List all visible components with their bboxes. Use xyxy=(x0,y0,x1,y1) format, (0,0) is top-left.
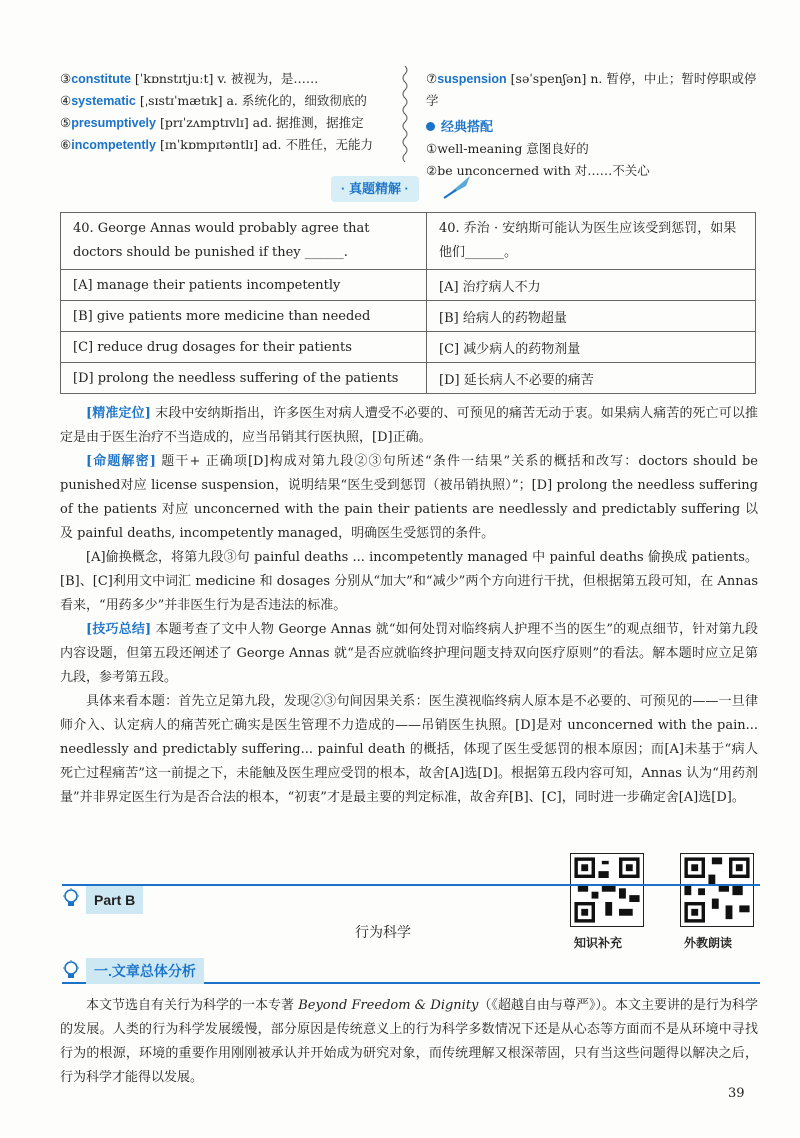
vocab-list-left xyxy=(60,68,396,156)
option-en: [C] reduce drug dosages for their patients xyxy=(61,332,427,363)
part-b-label: Part B xyxy=(86,886,143,914)
page-number: 39 xyxy=(728,1086,745,1101)
lightbulb-icon xyxy=(62,960,80,982)
analysis-paragraph: [A]偷换概念，将第九段③句 painful deaths ... incompetently managed 中 painful deaths 偷换成 patients。[B]、[C]利用文中词汇 medicine 和 dosages 分别从“加大”和“减少”两个方向进行干扰，但根据第五段可知，在 Annas 看来，“用药多少”并非医生行为是否违法的标准。 xyxy=(60,550,758,613)
option-zh: [A] 治疗病人不力 xyxy=(427,270,756,301)
section-one-label: 一.文章总体分析 xyxy=(86,958,204,984)
option-zh: [D] 延长病人不必要的痛苦 xyxy=(427,363,756,394)
lightbulb-icon xyxy=(62,888,80,910)
collocations-heading: 经典搭配 xyxy=(426,116,766,138)
quill-icon xyxy=(440,172,474,202)
analysis-paragraph: [精准定位] 末段中安纳斯指出，许多医生对病人遭受不必要的、可预见的痛苦无动于衷。如果病人痛苦的死亡可以推定是由于医生治疗不当造成的，应当吊销其行医执照，[D]正确。 xyxy=(60,406,758,445)
vocab-item: ④systematic [ˌsɪstɪˈmætɪk] a. 系统化的，细致彻底的 xyxy=(60,93,367,108)
vocab-item: ⑥incompetently [ɪnˈkɒmpɪtəntlɪ] ad. 不胜任，无能力 xyxy=(60,137,373,152)
analysis-paragraph: [技巧总结] 本题考查了文中人物 George Annas 就“如何处罚对临终病人护理不当的医生”的观点细节，针对第九段内容设题，但第五段还阐述了 George Annas 就“是否应就临终护理问题支持双向医疗原则”的看法。解本题时应立足第九段，参考第五段。 xyxy=(60,622,758,685)
vocab-item: ③constitute [ˈkɒnstɪtjuːt] v. 被视为，是…… xyxy=(60,71,319,86)
question-stem-zh: 40. 乔治 · 安纳斯可能认为医生应该受到惩罚，如果他们______。 xyxy=(427,213,756,270)
option-en: [B] give patients more medicine than needed xyxy=(61,301,427,332)
section-one-header xyxy=(62,958,760,984)
passage-title: 行为科学 xyxy=(355,925,411,941)
question-stem-en: 40. George Annas would probably agree that doctors should be punished if they ______. xyxy=(61,213,427,270)
question-table xyxy=(60,212,756,394)
overview-paragraph: 本文节选自有关行为科学的一本专著 Beyond Freedom & Dignity（《超越自由与尊严》）。本文主要讲的是行为科学的发展。人类的行为科学发展缓慢，部分原因是传统意义上的行为科学多数情况下还是从心态等方面而不是从环境中寻找行为的根源，环境的重要作用刚刚被承认并开始成为研究对象，而传统理解又根深蒂固，只有当这些问题得以解决之后，行为科学才能得以发展。 xyxy=(60,998,758,1085)
vocab-item: ⑦suspension [səˈspenʃən] n. 暂停，中止；暂时停职或停学 xyxy=(426,71,757,108)
option-en: [A] manage their patients incompetently xyxy=(61,270,427,301)
column-divider xyxy=(400,66,410,162)
option-zh: [B] 给病人的药物超量 xyxy=(427,301,756,332)
part-b-header xyxy=(62,884,760,912)
section-banner: · 真题精解 · xyxy=(331,176,419,202)
vocab-list-right xyxy=(426,68,766,182)
option-zh: [C] 减少病人的药物剂量 xyxy=(427,332,756,363)
collocation-item: ①well-meaning 意图良好的 xyxy=(426,141,589,156)
bullet-icon xyxy=(426,122,435,131)
qr-label-knowledge: 知识补充 xyxy=(574,936,623,950)
analysis-paragraph: [命题解密] 题干+ 正确项[D]构成对第九段②③句所述“条件一结果”关系的概括和改写：doctors should be punished对应 license suspension，说明结果“医生受到惩罚（被吊销执照）”；[D] prolong the needless suffering of the patients 对应 unconcerned with the pain their patients are needlessly and predictably suffering 以及 painful deaths, incompetently managed，明确医生受惩罚的条件。 xyxy=(60,454,758,541)
vocab-item: ⑤presumptively [prɪˈzʌmptɪvlɪ] ad. 据推测，据推定 xyxy=(60,115,364,130)
option-en: [D] prolong the needless suffering of the patients xyxy=(61,363,427,394)
analysis-paragraph: 具体来看本题：首先立足第九段，发现②③句间因果关系：医生漠视临终病人原本是不必要的、可预见的——一旦律师介入、认定病人的痛苦死亡确实是医生管理不力造成的——吊销医生执照。[D]是对 unconcerned with the pain... needlessly and predictably suffering... painful death 的概括，体现了医生受惩罚的根本原因；而[A]未基于“病人死亡过程痛苦”这一前提之下，未能触及医生理应受罚的根本，故舍[A]选[D]。根据第五段内容可知，Annas 认为“用药剂量”并非界定医生行为是否合法的根本，“初衷”才是最主要的判定标准，故舍弃[B]、[C]，同时进一步确定舍[A]选[D]。 xyxy=(60,694,758,805)
collocation-item: ②be unconcerned with 对……不关心 xyxy=(426,163,650,178)
qr-label-reading: 外教朗读 xyxy=(684,936,733,950)
